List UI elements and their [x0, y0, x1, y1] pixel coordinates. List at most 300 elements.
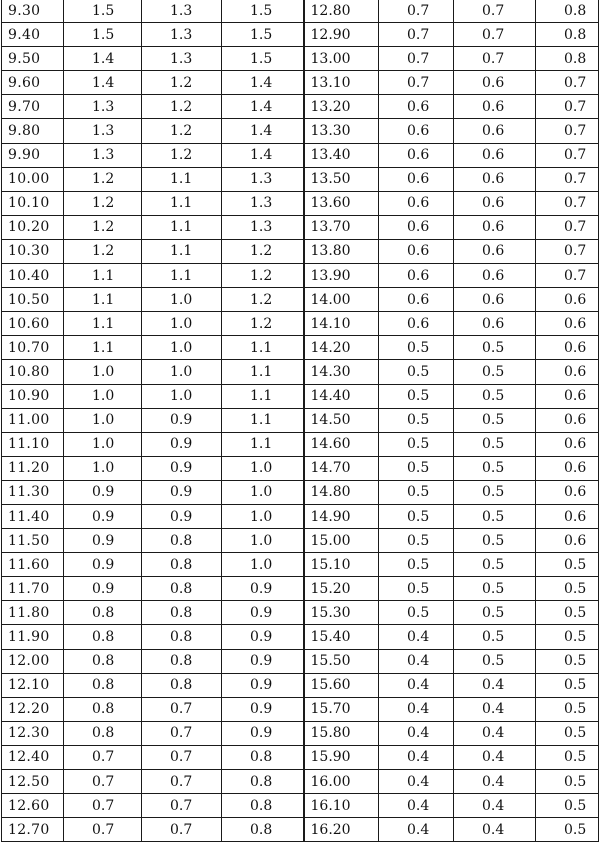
table-row	[2, 408, 599, 432]
table-cell-left-value-2: 0.8	[142, 601, 222, 625]
table-cell-left-value-3: 1.1	[222, 384, 304, 408]
table-row	[2, 0, 599, 23]
table-row	[2, 360, 599, 384]
table-cell-left-value-3: 0.9	[222, 721, 304, 745]
table-cell-left-value-1: 0.8	[64, 673, 142, 697]
table-cell-left-value-3: 1.1	[222, 336, 304, 360]
table-cell-left-key: 10.70	[2, 336, 64, 360]
table-cell-left-value-3: 1.4	[222, 71, 304, 95]
table-cell-right-value-2: 0.4	[454, 818, 536, 842]
table-cell-left-value-1: 1.0	[64, 384, 142, 408]
table-cell-right-key: 13.90	[304, 264, 379, 288]
table-cell-left-value-3: 1.2	[222, 239, 304, 263]
table-cell-right-value-1: 0.5	[379, 432, 454, 456]
table-cell-left-value-3: 0.9	[222, 625, 304, 649]
table-cell-left-key: 12.60	[2, 794, 64, 818]
table-row	[2, 553, 599, 577]
table-cell-right-key: 14.90	[304, 504, 379, 528]
table-row	[2, 336, 599, 360]
table-cell-left-value-1: 1.0	[64, 432, 142, 456]
table-cell-left-value-1: 1.1	[64, 312, 142, 336]
table-cell-right-value-2: 0.6	[454, 312, 536, 336]
table-cell-right-value-2: 0.4	[454, 770, 536, 794]
table-cell-left-key: 9.80	[2, 119, 64, 143]
table-cell-right-value-3: 0.5	[536, 673, 599, 697]
table-cell-left-value-2: 0.9	[142, 456, 222, 480]
table-cell-right-key: 15.60	[304, 673, 379, 697]
table-row	[2, 71, 599, 95]
table-cell-left-key: 11.00	[2, 408, 64, 432]
table-cell-right-value-1: 0.4	[379, 818, 454, 842]
table-cell-left-value-2: 0.9	[142, 408, 222, 432]
table-cell-right-value-3: 0.7	[536, 71, 599, 95]
table-cell-right-value-3: 0.6	[536, 480, 599, 504]
table-cell-right-value-2: 0.6	[454, 167, 536, 191]
table-cell-left-value-2: 1.0	[142, 384, 222, 408]
table-cell-right-value-2: 0.4	[454, 745, 536, 769]
table-row	[2, 312, 599, 336]
table-cell-right-key: 14.50	[304, 408, 379, 432]
table-row	[2, 577, 599, 601]
table-cell-left-value-2: 1.0	[142, 336, 222, 360]
table-row	[2, 480, 599, 504]
table-cell-left-value-3: 0.9	[222, 697, 304, 721]
table-cell-right-value-2: 0.5	[454, 384, 536, 408]
table-row	[2, 456, 599, 480]
table-cell-right-value-3: 0.5	[536, 697, 599, 721]
table-cell-left-value-2: 1.1	[142, 215, 222, 239]
table-cell-left-value-3: 1.3	[222, 167, 304, 191]
table-cell-right-value-3: 0.6	[536, 360, 599, 384]
table-cell-right-value-3: 0.5	[536, 553, 599, 577]
table-cell-right-value-3: 0.7	[536, 215, 599, 239]
table-cell-left-value-2: 1.1	[142, 167, 222, 191]
table-cell-right-value-1: 0.6	[379, 143, 454, 167]
table-row	[2, 504, 599, 528]
table-cell-right-value-1: 0.5	[379, 384, 454, 408]
table-row	[2, 721, 599, 745]
table-cell-right-value-1: 0.4	[379, 673, 454, 697]
table-cell-left-value-2: 0.7	[142, 818, 222, 842]
table-cell-left-value-3: 1.0	[222, 480, 304, 504]
table-cell-right-value-3: 0.6	[536, 312, 599, 336]
table-cell-right-value-3: 0.5	[536, 794, 599, 818]
table-row	[2, 47, 599, 71]
table-cell-right-value-2: 0.5	[454, 553, 536, 577]
table-cell-right-value-1: 0.6	[379, 167, 454, 191]
table-cell-left-key: 10.20	[2, 215, 64, 239]
table-cell-left-value-2: 0.8	[142, 649, 222, 673]
table-cell-left-key: 10.30	[2, 239, 64, 263]
table-cell-right-value-1: 0.4	[379, 697, 454, 721]
table-cell-right-value-1: 0.6	[379, 264, 454, 288]
table-row	[2, 143, 599, 167]
table-cell-right-value-3: 0.8	[536, 47, 599, 71]
table-cell-left-value-2: 0.8	[142, 553, 222, 577]
table-cell-left-value-1: 0.8	[64, 697, 142, 721]
table-cell-left-key: 12.30	[2, 721, 64, 745]
table-cell-left-value-3: 0.9	[222, 601, 304, 625]
table-cell-left-value-3: 1.1	[222, 360, 304, 384]
data-table	[1, 0, 599, 842]
table-cell-left-key: 12.00	[2, 649, 64, 673]
table-cell-right-value-1: 0.5	[379, 529, 454, 553]
table-cell-left-value-1: 1.0	[64, 360, 142, 384]
table-cell-left-key: 11.80	[2, 601, 64, 625]
table-cell-left-value-1: 1.3	[64, 95, 142, 119]
table-cell-right-value-3: 0.5	[536, 625, 599, 649]
table-cell-left-value-3: 1.5	[222, 47, 304, 71]
table-cell-left-value-2: 1.3	[142, 23, 222, 47]
table-cell-right-key: 14.40	[304, 384, 379, 408]
table-cell-left-value-3: 0.9	[222, 649, 304, 673]
table-cell-right-value-1: 0.5	[379, 408, 454, 432]
table-cell-left-value-1: 0.7	[64, 770, 142, 794]
table-cell-right-key: 14.80	[304, 480, 379, 504]
table-cell-right-value-1: 0.5	[379, 577, 454, 601]
table-cell-left-key: 11.90	[2, 625, 64, 649]
table-cell-left-value-1: 1.5	[64, 0, 142, 23]
table-cell-left-key: 10.50	[2, 288, 64, 312]
table-cell-right-value-3: 0.8	[536, 0, 599, 23]
table-cell-left-value-3: 1.0	[222, 456, 304, 480]
table-cell-left-value-1: 1.2	[64, 167, 142, 191]
table-cell-right-value-3: 0.5	[536, 649, 599, 673]
table-row	[2, 264, 599, 288]
table-cell-left-value-3: 1.1	[222, 432, 304, 456]
table-cell-right-value-3: 0.5	[536, 721, 599, 745]
table-cell-right-key: 12.90	[304, 23, 379, 47]
table-cell-left-value-3: 1.4	[222, 143, 304, 167]
table-cell-right-key: 15.70	[304, 697, 379, 721]
table-cell-left-value-2: 0.7	[142, 721, 222, 745]
table-cell-right-value-3: 0.5	[536, 577, 599, 601]
table-cell-right-value-3: 0.7	[536, 143, 599, 167]
table-cell-left-key: 12.20	[2, 697, 64, 721]
table-cell-left-value-1: 1.3	[64, 143, 142, 167]
table-cell-left-value-2: 1.1	[142, 264, 222, 288]
table-cell-left-value-2: 1.2	[142, 71, 222, 95]
table-cell-right-value-3: 0.8	[536, 23, 599, 47]
table-cell-right-key: 13.80	[304, 239, 379, 263]
table-row	[2, 673, 599, 697]
table-cell-right-value-3: 0.5	[536, 818, 599, 842]
table-cell-right-key: 13.40	[304, 143, 379, 167]
table-cell-left-value-3: 1.1	[222, 408, 304, 432]
table-cell-left-value-3: 0.9	[222, 577, 304, 601]
table-cell-left-value-1: 1.3	[64, 119, 142, 143]
table-cell-left-value-2: 0.8	[142, 625, 222, 649]
table-cell-left-value-3: 1.2	[222, 288, 304, 312]
table-cell-right-value-1: 0.5	[379, 504, 454, 528]
table-cell-left-key: 11.20	[2, 456, 64, 480]
table-cell-right-key: 14.60	[304, 432, 379, 456]
table-cell-right-key: 15.30	[304, 601, 379, 625]
table-cell-right-value-2: 0.5	[454, 649, 536, 673]
table-row	[2, 191, 599, 215]
table-cell-right-value-1: 0.4	[379, 794, 454, 818]
table-cell-left-value-3: 1.3	[222, 191, 304, 215]
table-cell-right-key: 15.20	[304, 577, 379, 601]
table-cell-left-value-2: 0.7	[142, 697, 222, 721]
table-cell-right-key: 16.20	[304, 818, 379, 842]
table-cell-left-value-1: 0.9	[64, 480, 142, 504]
table-cell-left-value-1: 0.7	[64, 818, 142, 842]
table-cell-left-value-3: 0.8	[222, 818, 304, 842]
table-cell-left-value-1: 1.4	[64, 47, 142, 71]
table-cell-right-value-1: 0.7	[379, 71, 454, 95]
table-row	[2, 432, 599, 456]
table-cell-left-value-1: 0.7	[64, 794, 142, 818]
table-cell-right-key: 12.80	[304, 0, 379, 23]
table-cell-right-value-1: 0.6	[379, 288, 454, 312]
table-cell-right-value-3: 0.5	[536, 601, 599, 625]
table-cell-left-value-2: 0.7	[142, 794, 222, 818]
table-cell-right-value-2: 0.6	[454, 71, 536, 95]
table-cell-left-value-2: 1.1	[142, 239, 222, 263]
table-cell-left-value-1: 1.0	[64, 456, 142, 480]
table-cell-right-key: 16.10	[304, 794, 379, 818]
table-cell-right-key: 15.90	[304, 745, 379, 769]
table-cell-left-value-2: 0.9	[142, 480, 222, 504]
table-cell-left-key: 11.30	[2, 480, 64, 504]
table-cell-right-value-3: 0.6	[536, 288, 599, 312]
table-cell-left-value-2: 1.1	[142, 191, 222, 215]
table-cell-left-value-1: 1.4	[64, 71, 142, 95]
table-cell-left-value-2: 1.0	[142, 288, 222, 312]
table-cell-left-value-1: 0.8	[64, 625, 142, 649]
table-cell-left-value-2: 0.9	[142, 432, 222, 456]
table-cell-left-value-3: 0.8	[222, 794, 304, 818]
table-row	[2, 697, 599, 721]
table-row	[2, 384, 599, 408]
table-cell-left-value-1: 0.9	[64, 529, 142, 553]
table-row	[2, 23, 599, 47]
table-cell-left-value-2: 1.2	[142, 119, 222, 143]
table-cell-right-value-2: 0.6	[454, 191, 536, 215]
table-row	[2, 818, 599, 842]
table-cell-left-value-2: 0.8	[142, 673, 222, 697]
table-cell-right-key: 14.70	[304, 456, 379, 480]
table-cell-right-value-1: 0.7	[379, 47, 454, 71]
table-row	[2, 529, 599, 553]
table-cell-right-value-3: 0.7	[536, 95, 599, 119]
table-cell-left-value-3: 0.9	[222, 673, 304, 697]
table-cell-left-value-1: 0.9	[64, 504, 142, 528]
table-cell-right-value-3: 0.7	[536, 264, 599, 288]
table-cell-right-value-1: 0.6	[379, 95, 454, 119]
table-cell-left-value-2: 0.8	[142, 577, 222, 601]
table-cell-left-value-1: 0.8	[64, 721, 142, 745]
table-cell-left-key: 9.60	[2, 71, 64, 95]
table-cell-left-key: 11.10	[2, 432, 64, 456]
table-cell-right-key: 15.50	[304, 649, 379, 673]
table-row	[2, 625, 599, 649]
table-cell-right-value-1: 0.4	[379, 721, 454, 745]
table-cell-left-value-3: 1.5	[222, 23, 304, 47]
table-cell-left-key: 11.60	[2, 553, 64, 577]
table-cell-left-value-3: 1.0	[222, 529, 304, 553]
table-cell-left-value-1: 1.5	[64, 23, 142, 47]
table-cell-left-value-3: 1.2	[222, 312, 304, 336]
table-cell-left-key: 10.40	[2, 264, 64, 288]
table-cell-right-key: 13.30	[304, 119, 379, 143]
table-row	[2, 239, 599, 263]
table-cell-left-value-3: 0.8	[222, 770, 304, 794]
table-cell-right-value-1: 0.6	[379, 312, 454, 336]
table-cell-left-value-2: 1.3	[142, 47, 222, 71]
table-cell-left-value-3: 1.4	[222, 119, 304, 143]
table-cell-right-value-2: 0.5	[454, 408, 536, 432]
table-cell-right-value-2: 0.6	[454, 143, 536, 167]
table-cell-right-value-2: 0.5	[454, 577, 536, 601]
table-cell-left-key: 9.70	[2, 95, 64, 119]
table-cell-right-value-2: 0.4	[454, 697, 536, 721]
table-cell-right-value-2: 0.6	[454, 95, 536, 119]
table-cell-left-key: 9.30	[2, 0, 64, 23]
table-cell-right-value-2: 0.5	[454, 432, 536, 456]
table-cell-right-value-3: 0.6	[536, 529, 599, 553]
table-cell-left-value-2: 1.0	[142, 360, 222, 384]
table-cell-left-value-1: 1.0	[64, 408, 142, 432]
table-row	[2, 745, 599, 769]
table-cell-right-value-2: 0.6	[454, 288, 536, 312]
table-cell-right-value-1: 0.4	[379, 745, 454, 769]
table-cell-right-value-1: 0.6	[379, 191, 454, 215]
table-cell-right-value-2: 0.7	[454, 47, 536, 71]
table-cell-right-value-2: 0.5	[454, 336, 536, 360]
table-cell-right-key: 13.20	[304, 95, 379, 119]
table-cell-right-value-1: 0.7	[379, 0, 454, 23]
table-cell-left-value-2: 1.3	[142, 0, 222, 23]
table-cell-right-value-3: 0.6	[536, 408, 599, 432]
table-cell-right-key: 15.40	[304, 625, 379, 649]
table-cell-left-value-1: 0.8	[64, 649, 142, 673]
table-cell-right-key: 16.00	[304, 770, 379, 794]
table-cell-right-value-2: 0.5	[454, 625, 536, 649]
table-row	[2, 167, 599, 191]
table-cell-right-key: 14.10	[304, 312, 379, 336]
table-cell-right-value-3: 0.5	[536, 770, 599, 794]
table-cell-left-value-2: 0.7	[142, 770, 222, 794]
table-cell-right-value-2: 0.5	[454, 504, 536, 528]
table-row	[2, 601, 599, 625]
table-cell-right-key: 15.00	[304, 529, 379, 553]
table-cell-right-key: 13.00	[304, 47, 379, 71]
table-cell-right-key: 13.60	[304, 191, 379, 215]
table-cell-left-value-3: 1.0	[222, 553, 304, 577]
table-cell-right-key: 15.80	[304, 721, 379, 745]
table-cell-left-key: 10.00	[2, 167, 64, 191]
table-cell-right-value-3: 0.7	[536, 239, 599, 263]
table-cell-left-value-1: 0.9	[64, 577, 142, 601]
table-cell-left-key: 11.50	[2, 529, 64, 553]
table-row	[2, 770, 599, 794]
table-cell-left-key: 9.90	[2, 143, 64, 167]
table-cell-right-value-3: 0.7	[536, 191, 599, 215]
table-cell-left-value-2: 1.0	[142, 312, 222, 336]
table-cell-left-value-3: 1.4	[222, 95, 304, 119]
table-cell-right-value-1: 0.6	[379, 215, 454, 239]
table-cell-left-key: 11.70	[2, 577, 64, 601]
table-cell-left-key: 12.50	[2, 770, 64, 794]
table-cell-right-value-3: 0.7	[536, 167, 599, 191]
table-cell-right-value-3: 0.6	[536, 456, 599, 480]
table-cell-right-value-2: 0.5	[454, 601, 536, 625]
table-cell-right-value-1: 0.4	[379, 625, 454, 649]
table-cell-left-value-3: 1.3	[222, 215, 304, 239]
table-cell-left-value-3: 0.8	[222, 745, 304, 769]
table-cell-right-value-2: 0.5	[454, 456, 536, 480]
table-cell-left-value-1: 1.2	[64, 215, 142, 239]
table-cell-left-value-2: 0.8	[142, 529, 222, 553]
table-cell-right-value-1: 0.5	[379, 601, 454, 625]
table-cell-right-value-2: 0.7	[454, 23, 536, 47]
table-cell-right-value-2: 0.6	[454, 119, 536, 143]
table-body	[2, 0, 599, 842]
table-cell-right-value-3: 0.6	[536, 336, 599, 360]
table-cell-left-value-1: 0.7	[64, 745, 142, 769]
table-cell-left-key: 12.10	[2, 673, 64, 697]
table-cell-left-value-1: 1.1	[64, 336, 142, 360]
table-cell-right-value-3: 0.5	[536, 745, 599, 769]
table-cell-right-value-1: 0.5	[379, 480, 454, 504]
table-cell-left-value-2: 1.2	[142, 95, 222, 119]
table-cell-left-key: 10.60	[2, 312, 64, 336]
table-row	[2, 95, 599, 119]
table-row	[2, 288, 599, 312]
table-cell-right-value-2: 0.6	[454, 239, 536, 263]
table-cell-left-value-2: 1.2	[142, 143, 222, 167]
table-cell-right-key: 13.70	[304, 215, 379, 239]
table-cell-right-value-2: 0.6	[454, 215, 536, 239]
table-cell-left-value-1: 1.1	[64, 288, 142, 312]
table-cell-left-key: 10.80	[2, 360, 64, 384]
table-cell-right-value-3: 0.7	[536, 119, 599, 143]
table-cell-right-value-2: 0.4	[454, 794, 536, 818]
table-cell-right-key: 13.50	[304, 167, 379, 191]
table-cell-right-value-2: 0.6	[454, 264, 536, 288]
table-row	[2, 119, 599, 143]
table-cell-left-value-2: 0.7	[142, 745, 222, 769]
table-cell-left-value-3: 1.2	[222, 264, 304, 288]
table-cell-left-key: 12.40	[2, 745, 64, 769]
table-cell-left-value-1: 0.8	[64, 601, 142, 625]
table-cell-right-value-1: 0.6	[379, 239, 454, 263]
table-cell-left-key: 10.10	[2, 191, 64, 215]
table-cell-right-value-1: 0.4	[379, 649, 454, 673]
table-cell-right-value-3: 0.6	[536, 384, 599, 408]
table-cell-right-value-1: 0.5	[379, 336, 454, 360]
table-cell-right-key: 14.00	[304, 288, 379, 312]
table-cell-right-key: 13.10	[304, 71, 379, 95]
table-cell-left-key: 12.70	[2, 818, 64, 842]
table-row	[2, 649, 599, 673]
table-cell-right-value-1: 0.6	[379, 119, 454, 143]
table-cell-left-key: 10.90	[2, 384, 64, 408]
table-cell-right-key: 14.30	[304, 360, 379, 384]
table-cell-right-value-2: 0.7	[454, 0, 536, 23]
table-cell-left-value-3: 1.0	[222, 504, 304, 528]
table-cell-right-value-1: 0.5	[379, 456, 454, 480]
table-cell-left-value-1: 1.2	[64, 191, 142, 215]
table-cell-right-value-3: 0.6	[536, 504, 599, 528]
table-cell-left-key: 11.40	[2, 504, 64, 528]
table-cell-left-key: 9.50	[2, 47, 64, 71]
table-cell-right-value-2: 0.5	[454, 360, 536, 384]
table-cell-right-value-1: 0.7	[379, 23, 454, 47]
table-cell-right-key: 15.10	[304, 553, 379, 577]
